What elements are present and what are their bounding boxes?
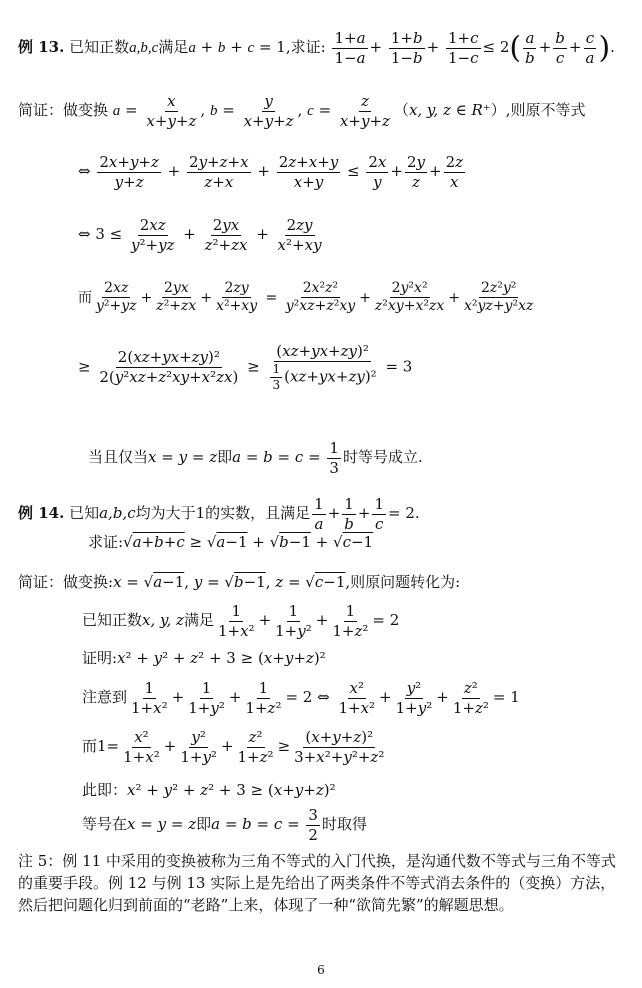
proof13-step2: ⇔ 3 ≤ $\frac{2xz}{\text{y²+yz}}$ + $\frac{2yx}{\text{z²+zx}}$ + $\frac{2zy}{\text{x²+xy}}$ bbox=[78, 216, 322, 254]
proof14-prove: 证明:x² + y² + z² + 3 ≥ (x+y+z)² bbox=[82, 649, 326, 667]
proof14-note: 注意到 $\frac{1}{\text{1+x²}}$ + $\frac{1}{\text{1+y²}}$ + $\frac{1}{\text{1+z²}}$ = 2 ⇔ $\frac{\text{x²}}{\text{1+x²}}$ + $\frac{\text{y²}}{\text{1+y²}}$ + $\frac{\text{z²}}{\text{1+z²}}$ = 1 bbox=[82, 679, 520, 717]
proof14-given: 已知正数x, y, z满足 $\frac{1}{\text{1+x²}}$ + $\frac{1}{\text{1+y²}}$ + $\frac{1}{\text{1+z²}}$ = 2 bbox=[82, 602, 400, 640]
proof13-equality: 当且仅当x = y = z即a = b = c = $\frac{1}{3}$ 时等号成立. bbox=[88, 439, 423, 477]
proof14-equality: 等号在x = y = z即a = b = c = $\frac{3}{2}$ 时取得 bbox=[82, 806, 367, 844]
ex13-heading: 例 13. 已知正数a,b,c满足a + b + c = 1,求证: $\frac{1+a}{1-a}$ + $\frac{1+b}{1-b}$ + $\frac{1+c}{1-c}$ ≤ 2( $\frac{a}{b}$ + $\frac{b}{c}$ + $\frac{c}{a}$ ). bbox=[18, 29, 615, 67]
page-number: 6 bbox=[317, 963, 325, 977]
ex14-heading: 例 14. 已知a,b,c均为大于1的实数，且满足 $\frac{1}{a}$ + $\frac{1}{b}$ + $\frac{1}{c}$ = 2. bbox=[18, 495, 420, 533]
proof13-intro: 简证：做变换 a = $\frac{x}{x+y+z}$ , b = $\frac{y}{x+y+z}$ , c = $\frac{z}{x+y+z}$ （x, y, z ∈ R⁺）,则原不等式 bbox=[18, 92, 586, 130]
ex14-label: 例 14. bbox=[18, 504, 65, 522]
proof14-intro: 简证：做变换:x = √a−1, y = √b−1, z = √c−1,则原问题转化为: bbox=[18, 573, 461, 591]
proof13-step4: ≥ $\frac{\text{2(xz+yx+zy)²}}{\text{2(y²xz+z²xy+x²zx)}}$ ≥ (xz+yx+zy)² $\frac{1}{3}$ (xz+yx+zy)² = 3 bbox=[78, 342, 413, 392]
proof14-step: 而1= $\frac{\text{x²}}{\text{1+x²}}$ + $\frac{\text{y²}}{\text{1+y²}}$ + $\frac{\text{z²}}{\text{1+z²}}$ ≥ $\frac{\text{(x+y+z)²}}{\text{3+x²+y²+z²}}$ bbox=[82, 728, 385, 766]
proof14-so: 此即：x² + y² + z² + 3 ≥ (x+y+z)² bbox=[82, 781, 336, 799]
proof13-step1: ⇔ $\frac{2x+y+z}{y+z}$ + $\frac{2y+z+x}{z+x}$ + $\frac{2z+x+y}{x+y}$ ≤ $\frac{2x}{y}$ + $\frac{2y}{z}$ + $\frac{2z}{x}$ bbox=[78, 153, 464, 191]
note-5-paragraph: 注 5：例 11 中采用的变换被称为三角不等式的入门代换，是沟通代数不等式与三角不等式的重要手段。例 12 与例 13 实际上是先给出了两类条件不等式消去条件的（变换）方法，然后把问题化归到前面的“老路”上来，体现了一种“欲简先繁”的解题思想。 bbox=[18, 852, 616, 914]
proof13-step3: 而 $\frac{2xz}{\text{y²+yz}}$ + $\frac{2yx}{\text{z²+zx}}$ + $\frac{2zy}{\text{x²+xy}}$ = $\frac{\text{2x²z²}}{\text{y²xz+z²xy}}$ + $\frac{\text{2y²x²}}{\text{z²xy+x²zx}}$ + $\frac{\text{2z²y²}}{\text{x²yz+y²xz}}$ bbox=[78, 280, 534, 315]
ex13-label: 例 13. bbox=[18, 38, 65, 56]
ex13-statement: 已知正数a,b,c满足a + b + c = 1,求证: bbox=[69, 38, 326, 56]
ex14-prove: 求证:√a+b+c ≥ √a−1 + √b−1 + √c−1 bbox=[88, 533, 374, 551]
